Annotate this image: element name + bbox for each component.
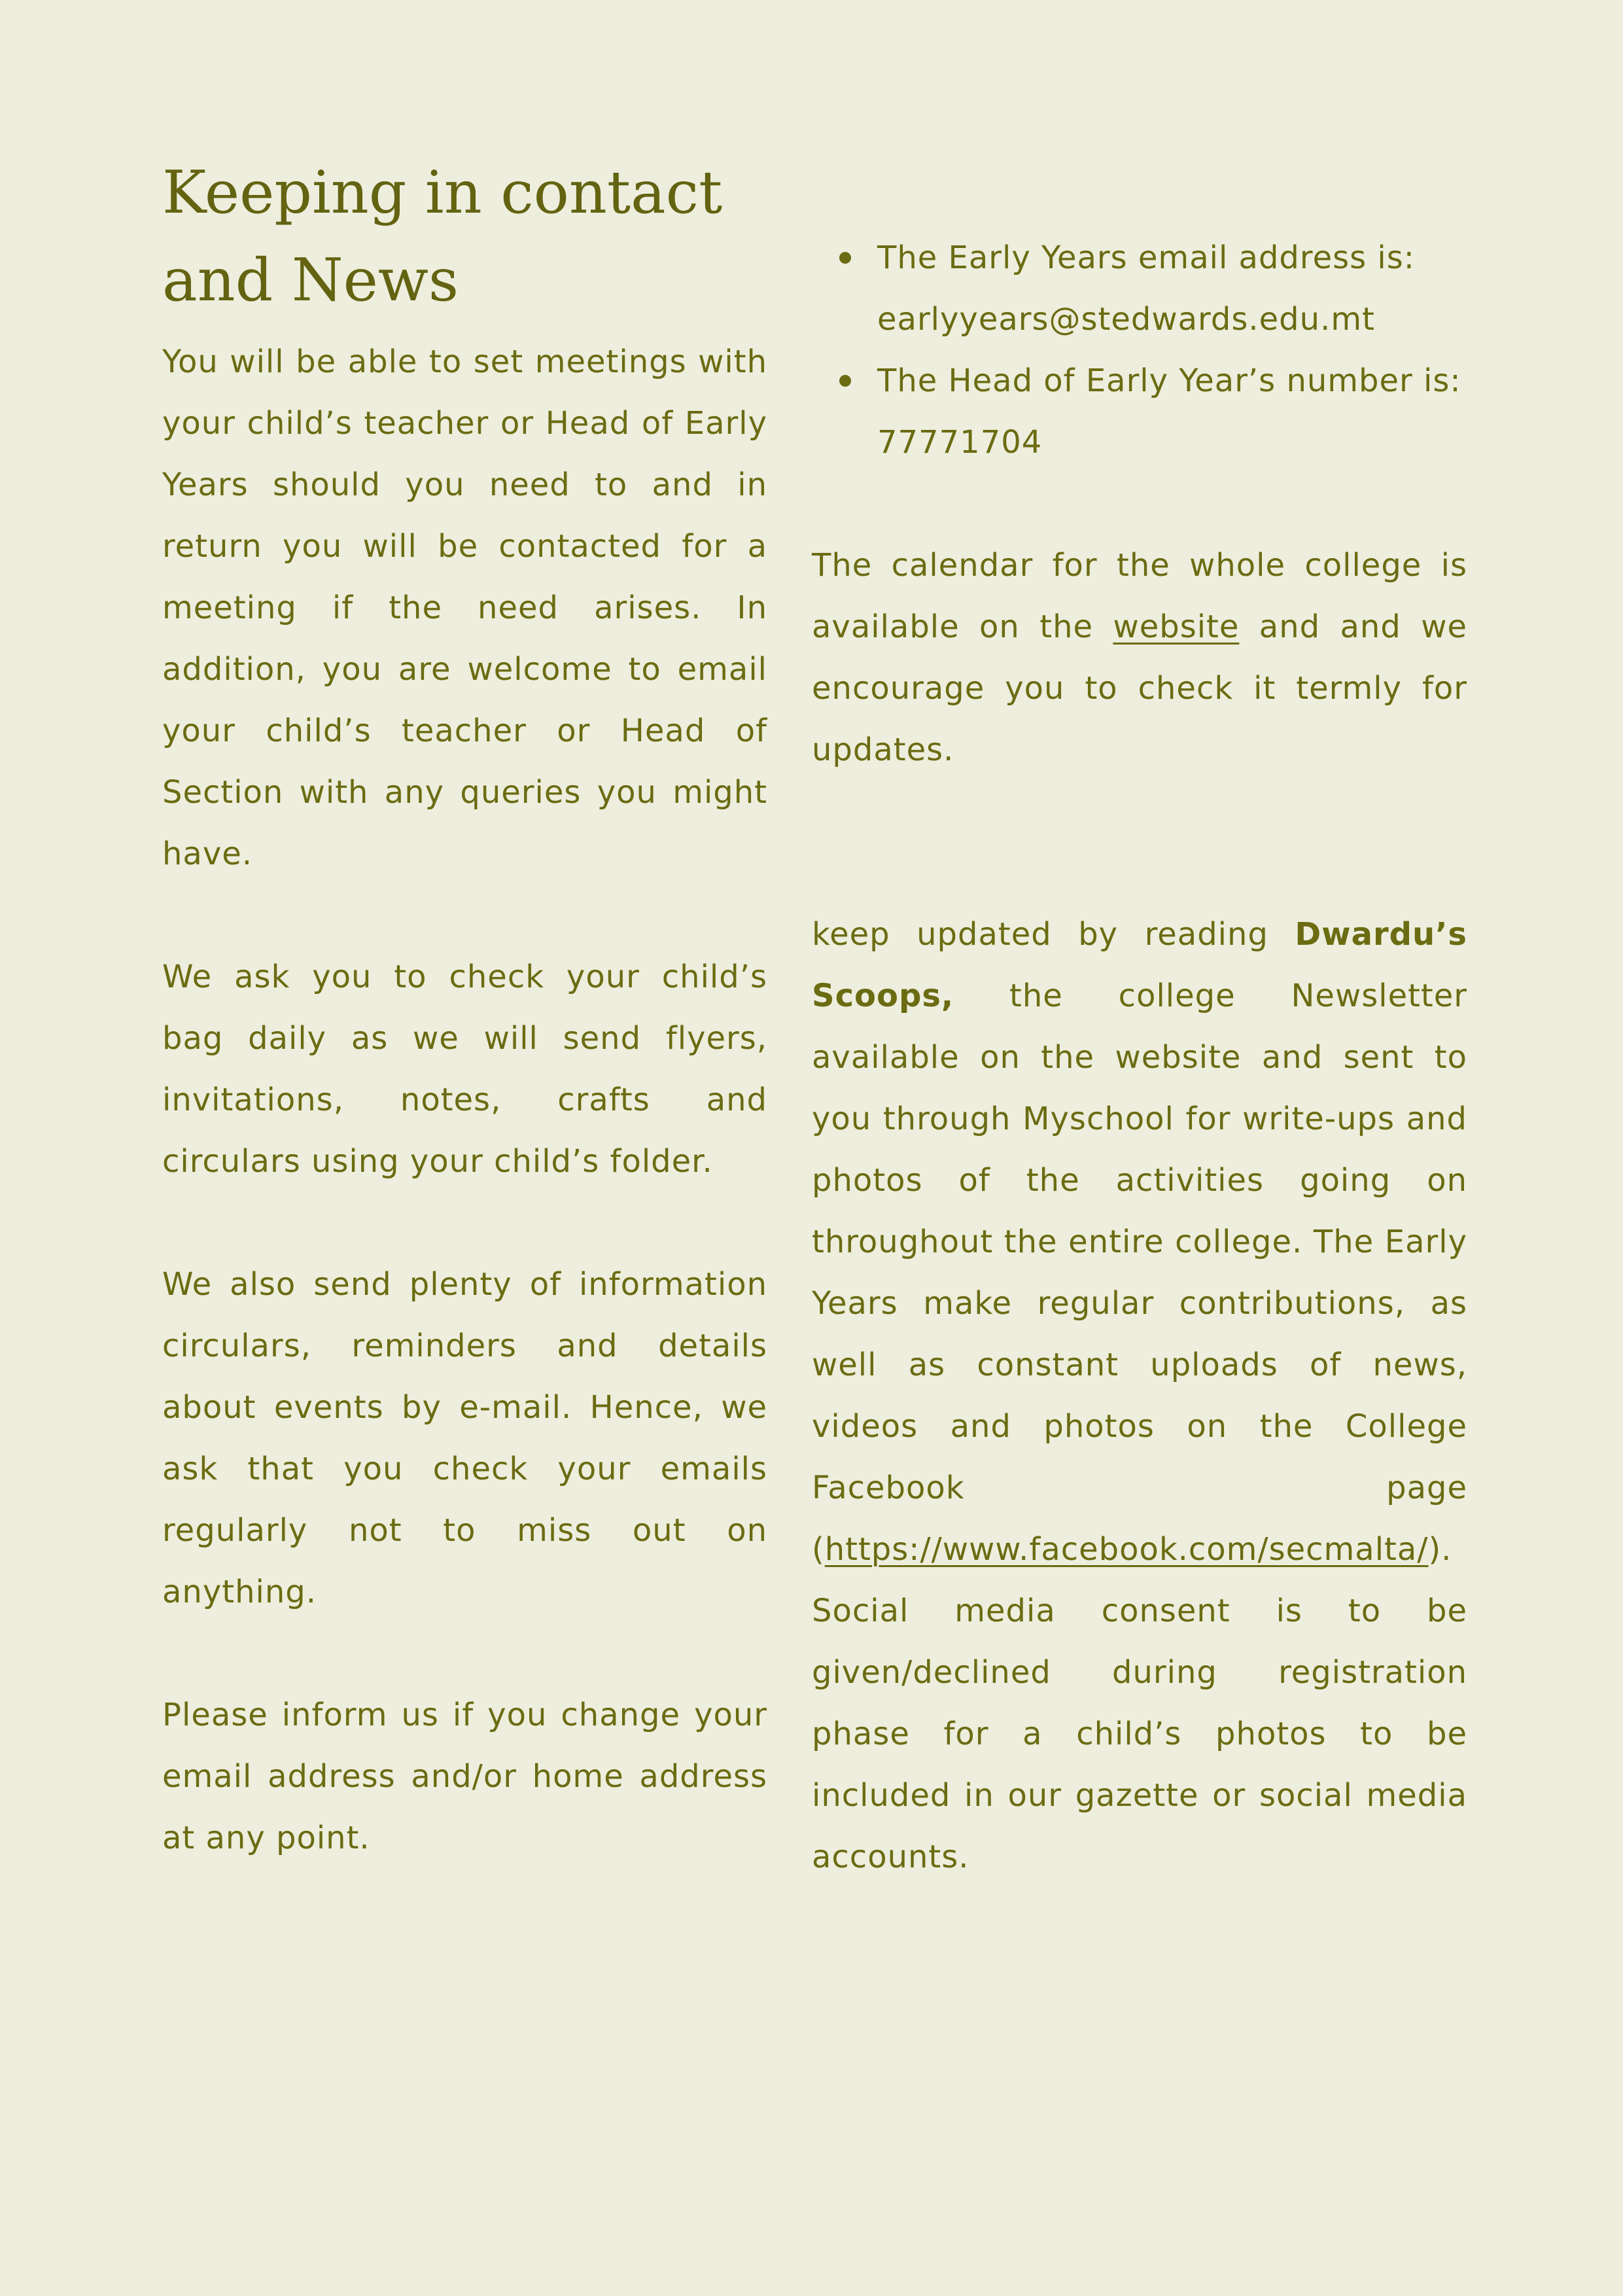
right-column [812, 227, 1467, 1888]
newsletter-text-after: ). Social media consent is to be given/declined during registration phase for a child’s photos to be included in our gazette or social media accounts. [812, 1531, 1467, 1875]
spacer [162, 1192, 767, 1254]
paragraph-meetings: You will be able to set meetings with your child’s teacher or Head of Early Years should you need to and in return you will be contacted for a meeting if the need arises. In addition, you are welcome to email your child’s teacher or Head of Section with any queries you might have. [162, 344, 767, 872]
spacer [162, 885, 767, 946]
calendar-text-before: The calendar for the whole college is available on the [812, 547, 1467, 645]
page-title: Keeping in contact and News [162, 158, 723, 315]
paragraph-email: We also send plenty of information circulars, reminders and details about events by e-mail. Hence, we ask that you check your emails regularly not to miss out on anything. [162, 1266, 767, 1610]
spacer [162, 1623, 767, 1684]
newsletter-text-middle: the college Newsletter available on the website and sent to you through Myschool for write-ups and photos of the activities going on throughout the entire college. The Early Years make regular contributions, as well as constant uploads of news, videos and photos on the College Facebook page ( [812, 978, 1467, 1568]
paragraph-inform: Please inform us if you change your email address and/or home address at any point. [162, 1697, 767, 1856]
newsletter-name: Dwardu’s Scoops, [812, 916, 1467, 1014]
spacer [812, 473, 1467, 535]
newsletter-text-before: keep updated by reading [812, 916, 1295, 953]
list-item-phone: The Head of Early Year’s number is: 77771704 [877, 350, 1467, 473]
paragraph-bag: We ask you to check your child’s bag daily as we will send flyers, invitations, notes, crafts and circulars using your child’s folder. [162, 959, 767, 1180]
paragraph-calendar [812, 535, 1467, 781]
spacer [812, 781, 1467, 904]
list-item-email: The Early Years email address is: earlyyears@stedwards.edu.mt [877, 227, 1467, 350]
left-column [162, 149, 767, 1869]
facebook-link[interactable]: https://www.facebook.com/secmalta/ [824, 1531, 1429, 1568]
paragraph-newsletter [812, 904, 1467, 1888]
contact-list [812, 227, 1467, 473]
calendar-text-after: and and we encourage you to check it termly for updates. [812, 609, 1467, 768]
website-link[interactable]: website [1113, 609, 1240, 645]
